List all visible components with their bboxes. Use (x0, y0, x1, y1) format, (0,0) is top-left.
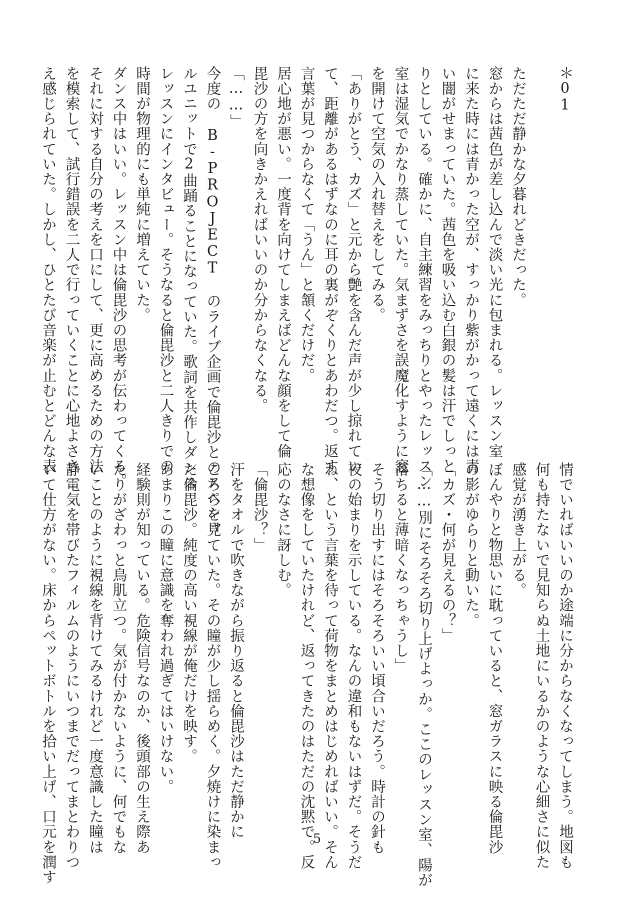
text-line: あまりこの瞳に意識を奪われ過ぎてはいけない。 (157, 462, 174, 795)
text-line: 何も持たないで見知らぬ土地にいるかのような心細さに似た (533, 462, 550, 870)
text-line: 夜の始まりを示している。なんの違和もないはずだ。そうだ (345, 462, 362, 870)
text-line: たりがざわっと鳥肌立つ。気が付かないように、何でもな (110, 462, 127, 855)
text-line: りとしている。確かに、自主練習をみっちりとやったレッスン (416, 66, 432, 489)
text-line: ルユニットで2曲踊ることになっていた。歌詞を共作しダンス (181, 66, 197, 491)
text-line: 居心地が悪い。一度背を向けてしまえばどんな顔をして倫 (275, 66, 291, 459)
text-line: ただただ静かな夕暮れどきだった。 (510, 66, 526, 308)
text-line: 応のなさに訝しむ。 (275, 462, 291, 598)
text-line: の影がゆらりと動いた。 (463, 462, 479, 629)
text-line: ＊01 (557, 66, 573, 115)
text-line: 時間が物理的にも単純に増えていた。 (134, 66, 150, 323)
text-line: 落ちると薄暗くなっちゃうし」 (392, 462, 409, 674)
text-line: 窓からは茜色が差し込んで淡い光に包まれる。レッスン室 (486, 66, 503, 459)
text-line: 「……」 (228, 66, 244, 130)
text-line: 室は湿気でかなり蒸していた。気まずさを誤魔化すように窓 (392, 66, 409, 474)
text-line: それに対する自分の考えを口にして、更に高めるための方法 (87, 66, 103, 474)
text-line: を開けて空気の入れ替えをしてみる。 (369, 66, 385, 323)
text-line: を模索して、試行錯誤を二人で行っていくことに心地よささ (63, 66, 80, 474)
text-line: て、距離があるはずなのに耳の裏がぞくりとあわだつ。返す (322, 66, 338, 474)
text-line: いて仕方がない。床からペットボトルを拾い上げ、口元を潤す (40, 462, 56, 885)
text-line: た倫毘沙。純度の高い視線が俺だけを映す。 (181, 462, 197, 764)
text-line: 情でいればいいのか途端に分からなくなってしまう。地図も (557, 462, 573, 870)
page-number: 5 (312, 832, 322, 847)
text-line: 「倫毘沙？」 (251, 462, 268, 553)
text-line: 経験則が知っている。危険信号なのか、後頭部の生え際あ (134, 462, 150, 855)
text-line: え感じられていた。しかし、ひとたび音楽が止むとどんな表 (40, 66, 56, 474)
text-line: レッスンにインタビュー。そうなると倫毘沙と二人きりでの (157, 66, 174, 474)
text-line: な想像をしていたけれど、返ってきたのはただの沈黙で。反 (298, 462, 315, 870)
text-line: 毘沙の方を向きかえればいいのか分からなくなる。 (251, 66, 268, 414)
text-line: いことのように視線を背けてみるけれど一度意識した瞳は (87, 462, 103, 855)
text-line (529, 66, 553, 426)
text-line: 「……別にそろそろ切り上げよっか。ここのレッスン室、陽が (416, 462, 432, 888)
text-line: 静電気を帯びたフィルムのようにいつまでだってまとわりつ (63, 462, 80, 870)
lower-text-block (36, 462, 577, 888)
text-line: に来た時には青かった空が、すっかり紫がかって遠くには青 (463, 66, 479, 474)
text-line: 言葉が見つからなくて「うん」と頷くだけだ。 (298, 66, 315, 384)
text-line: 「ありがとう、カズ」と元から艶を含んだ声が少し掠れてい (345, 66, 362, 474)
text-line: い闇がせまっていた。茜色を吸い込む白銀の髪は汗でしっと (439, 66, 456, 474)
text-line: ね、という言葉を待って荷物をまとめはじめればいい。そん (322, 462, 338, 870)
text-line: こちらを見ていた。その瞳が少し揺らめく。夕焼けに染まっ (204, 462, 221, 870)
text-line: 感覚が湧き上がる。 (510, 462, 526, 598)
text-line: 「カズ・何が見えるの？」 (439, 462, 456, 644)
text-line: 汗をタオルで吹きながら振り返ると倫毘沙はただ静かに (228, 462, 244, 840)
text-line: ダンス中はいい。レッスン中は倫毘沙の思考が伝わってくる。 (110, 66, 127, 489)
text-line: そう切り出すにはそろそろいい頃合いだろう。時計の針も (369, 462, 385, 855)
text-line: ぼんやりと物思いに耽っていると、窓ガラスに映る倫毘沙 (486, 462, 503, 855)
text-line: 今度の B-PROJECT のライブ企画で倫毘沙とのスペシャ (204, 66, 221, 536)
